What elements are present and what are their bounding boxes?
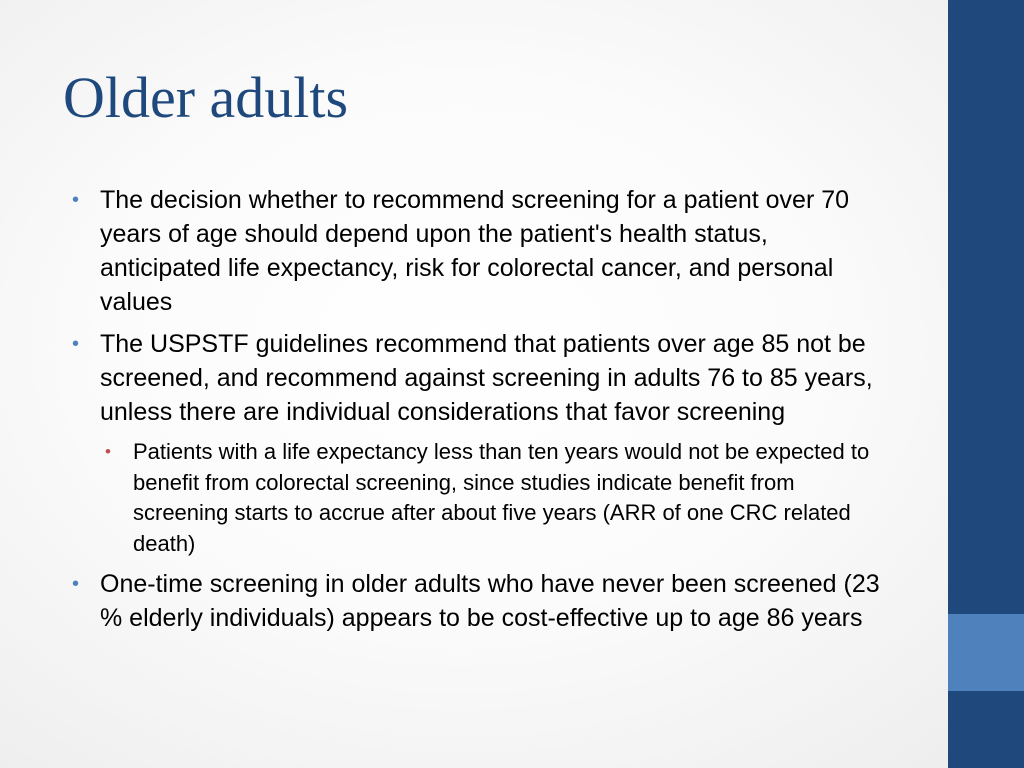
sub-bullet-text: Patients with a life expectancy less than ten years would not be expected to benefit from colorectal screening, since studies indicate benefit from screening starts to accrue after about five years (ARR of one CRC related death)	[133, 439, 870, 556]
side-decoration-accent	[948, 614, 1024, 691]
slide-title: Older adults	[63, 65, 349, 130]
bullet-item	[72, 183, 892, 319]
bullet-item	[72, 567, 892, 635]
bullet-text: The USPSTF guidelines recommend that patients over age 85 not be screened, and recommend against screening in adults 76 to 85 years, unless there are individual considerations that favor screening	[100, 330, 873, 426]
bullet-item	[72, 327, 892, 429]
bullet-marker-icon: •	[72, 333, 80, 355]
bullet-text: One-time screening in older adults who have never been screened (23 % elderly individuals) appears to be cost-effective up to age 86 years	[100, 570, 880, 632]
bullet-list	[72, 183, 892, 643]
bullet-marker-icon: •	[72, 573, 80, 595]
bullet-text: The decision whether to recommend screening for a patient over 70 years of age should depend upon the patient's health status, anticipated life expectancy, risk for colorectal cancer, and personal values	[100, 186, 850, 316]
bullet-marker-icon: •	[72, 189, 80, 211]
sub-bullet-item	[105, 437, 892, 559]
sub-bullet-marker-icon: •	[105, 442, 111, 461]
